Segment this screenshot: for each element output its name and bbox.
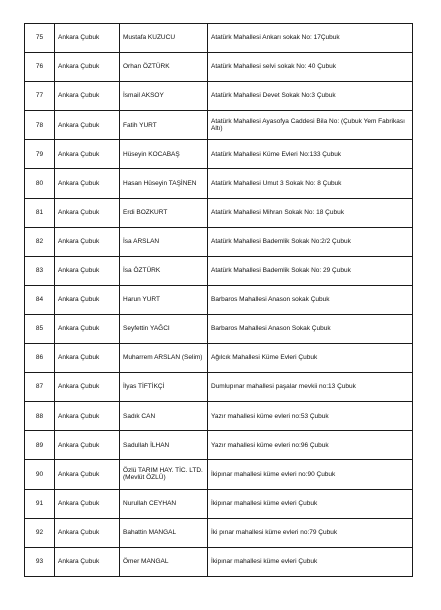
row-number-cell: 85 [25,314,55,343]
place-cell: Ankara Çubuk [55,518,120,547]
address-cell: Atatürk Mahallesi Ayasofya Caddesi Bila No: (Çubuk Yem Fabrikası Altı) [208,111,413,140]
address-cell: Atatürk Mahallesi Bademlik Sokak No:2/2 Çubuk [208,227,413,256]
address-cell: Atatürk Mahallesi Ankarı sokak No: 17Çubuk [208,24,413,53]
table-row [25,169,413,198]
table-row [25,53,413,82]
address-cell: Ağılcık Mahallesi Küme Evleri Çubuk [208,344,413,373]
name-cell: Orhan ÖZTÜRK [120,53,208,82]
address-cell: Atatürk Mahallesi Küme Evleri No:133 Çubuk [208,140,413,169]
address-cell: Atatürk Mahallesi Umut 3 Sokak No: 8 Çubuk [208,169,413,198]
row-number-cell: 86 [25,344,55,373]
place-cell: Ankara Çubuk [55,198,120,227]
address-cell: Barbaros Mahallesi Anason Sokak Çubuk [208,314,413,343]
address-cell: Yazır mahallesi küme evleri no:53 Çubuk [208,402,413,431]
row-number-cell: 89 [25,431,55,460]
place-cell: Ankara Çubuk [55,460,120,489]
table-row [25,285,413,314]
name-cell: Fatih YURT [120,111,208,140]
address-cell: Atatürk Mahallesi selvi sokak No: 40 Çubuk [208,53,413,82]
row-number-cell: 77 [25,82,55,111]
name-cell: İsa ARSLAN [120,227,208,256]
name-cell: Hasan Hüseyin TAŞİNEN [120,169,208,198]
place-cell: Ankara Çubuk [55,256,120,285]
name-cell: Seyfettin YAĞCI [120,314,208,343]
row-number-cell: 88 [25,402,55,431]
address-cell: Yazır mahallesi küme evleri no:96 Çubuk [208,431,413,460]
row-number-cell: 82 [25,227,55,256]
place-cell: Ankara Çubuk [55,402,120,431]
row-number-cell: 93 [25,547,55,576]
place-cell: Ankara Çubuk [55,373,120,402]
place-cell: Ankara Çubuk [55,285,120,314]
table-row [25,547,413,576]
place-cell: Ankara Çubuk [55,24,120,53]
name-cell: Bahattin MANGAL [120,518,208,547]
table-row [25,111,413,140]
table-row [25,198,413,227]
place-cell: Ankara Çubuk [55,82,120,111]
place-cell: Ankara Çubuk [55,431,120,460]
place-cell: Ankara Çubuk [55,547,120,576]
address-cell: Barbaros Mahallesi Anason sokak Çubuk [208,285,413,314]
records-table-body [25,24,413,577]
name-cell: İsmail AKSOY [120,82,208,111]
name-cell: Sadullah İLHAN [120,431,208,460]
table-row [25,344,413,373]
table-row [25,256,413,285]
address-cell: İkipınar mahallesi küme evleri no:90 Çubuk [208,460,413,489]
row-number-cell: 91 [25,489,55,518]
table-row [25,227,413,256]
row-number-cell: 75 [25,24,55,53]
table-row [25,82,413,111]
row-number-cell: 84 [25,285,55,314]
table-row [25,431,413,460]
table-row [25,314,413,343]
place-cell: Ankara Çubuk [55,489,120,518]
address-cell: Atatürk Mahallesi Devet Sokak No:3 Çubuk [208,82,413,111]
address-cell: Atatürk Mahallesi Mihran Sokak No: 18 Çubuk [208,198,413,227]
name-cell: İlyas TİFTİKÇİ [120,373,208,402]
name-cell: Mustafa KUZUCU [120,24,208,53]
name-cell: Hüseyin KOCABAŞ [120,140,208,169]
address-cell: İkipınar mahallesi küme evleri Çubuk [208,547,413,576]
address-cell: Dumlupınar mahallesi paşalar mevkii no:13 Çubuk [208,373,413,402]
address-cell: İki pınar mahallesi küme evleri no:79 Çubuk [208,518,413,547]
row-number-cell: 76 [25,53,55,82]
row-number-cell: 90 [25,460,55,489]
table-row [25,489,413,518]
table-row [25,460,413,489]
records-table [24,23,413,577]
place-cell: Ankara Çubuk [55,169,120,198]
place-cell: Ankara Çubuk [55,227,120,256]
name-cell: Sadık CAN [120,402,208,431]
name-cell: Nurullah CEYHAN [120,489,208,518]
row-number-cell: 79 [25,140,55,169]
name-cell: Muharrem ARSLAN (Selim) [120,344,208,373]
row-number-cell: 80 [25,169,55,198]
address-cell: İkipınar mahallesi küme evleri Çubuk [208,489,413,518]
name-cell: Özlü TARIM HAY. TİC. LTD. (Mevlüt ÖZLÜ) [120,460,208,489]
name-cell: Ömer MANGAL [120,547,208,576]
place-cell: Ankara Çubuk [55,53,120,82]
name-cell: Erdi BOZKURT [120,198,208,227]
table-row [25,402,413,431]
table-row [25,373,413,402]
place-cell: Ankara Çubuk [55,314,120,343]
address-cell: Atatürk Mahallesi Bademlik Sokak No: 29 Çubuk [208,256,413,285]
row-number-cell: 92 [25,518,55,547]
row-number-cell: 81 [25,198,55,227]
name-cell: İsa ÖZTÜRK [120,256,208,285]
place-cell: Ankara Çubuk [55,111,120,140]
name-cell: Harun YURT [120,285,208,314]
place-cell: Ankara Çubuk [55,344,120,373]
place-cell: Ankara Çubuk [55,140,120,169]
table-row [25,24,413,53]
table-row [25,140,413,169]
row-number-cell: 78 [25,111,55,140]
row-number-cell: 83 [25,256,55,285]
row-number-cell: 87 [25,373,55,402]
table-row [25,518,413,547]
